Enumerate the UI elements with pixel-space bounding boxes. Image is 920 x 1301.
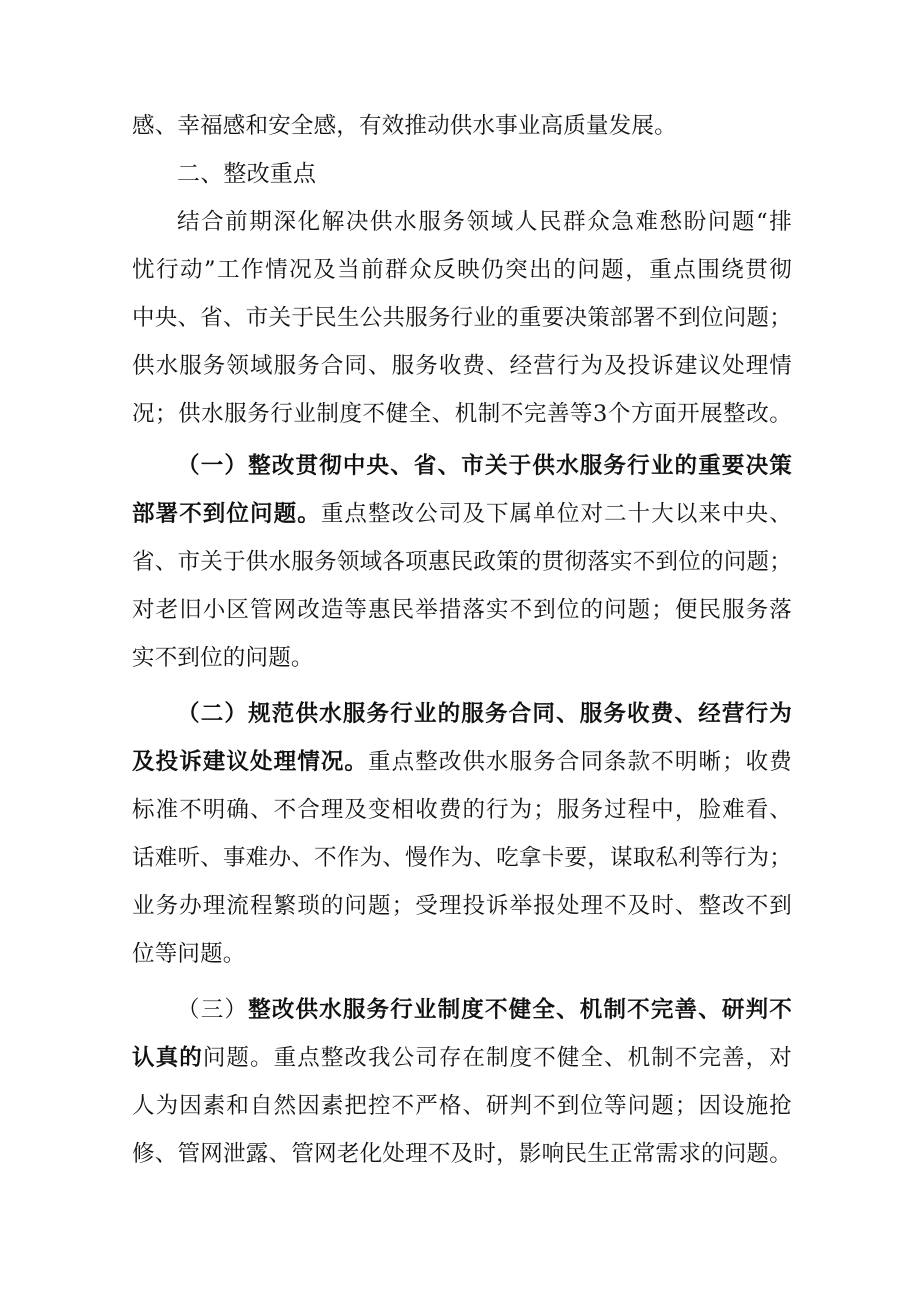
paragraph-line: 人为因素和自然因素把控不严格、研判不到位等问题；因设施抢 <box>132 1093 792 1119</box>
paragraph-line: 话难听、事难办、不作为、慢作为、吃拿卡要，谋取私利等行为； <box>132 845 792 871</box>
item-2-body-start: 重点整改供水服务合同条款不明晰；收费 <box>368 749 792 775</box>
item-2-heading-line: （二）规范供水服务行业的服务合同、服务收费、经营行为 <box>177 701 792 727</box>
paragraph-line: 况；供水服务行业制度不健全、机制不完善等3个方面开展整改。 <box>132 401 792 427</box>
document-page <box>132 102 792 1178</box>
paragraph-line: 业务办理流程繁琐的问题；受理投诉举报处理不及时、整改不到 <box>132 893 792 919</box>
paragraph-line: 位等问题。 <box>132 941 246 967</box>
intro-tail-line: 感、幸福感和安全感，有效推动供水事业高质量发展。 <box>132 113 677 139</box>
paragraph-line: 供水服务领域服务合同、服务收费、经营行为及投诉建议处理情 <box>132 353 792 379</box>
item-1-heading-line: （一）整改贯彻中央、省、市关于供水服务行业的重要决策 <box>177 453 792 479</box>
item-3-number: （三） <box>177 997 249 1023</box>
paragraph-line <box>132 1034 792 1082</box>
item-3-body-start: 问题。重点整改我公司存在制度不健全、机制不完善，对 <box>202 1045 792 1071</box>
paragraph-line <box>132 490 792 538</box>
item-3-paragraph <box>132 986 792 1178</box>
paragraph-line: 省、市关于供水服务领域各项惠民政策的贯彻落实不到位的问题； <box>132 549 792 575</box>
paragraph-line <box>132 738 792 786</box>
item-2-heading-tail: 及投诉建议处理情况。 <box>132 749 369 775</box>
item-3-heading-tail: 认真的 <box>132 1045 203 1071</box>
item-2-paragraph <box>132 690 792 978</box>
paragraph-line: 忧行动”工作情况及当前群众反映仍突出的问题，重点围绕贯彻 <box>132 257 792 283</box>
item-1-heading-tail: 部署不到位问题。 <box>132 501 321 527</box>
paragraph-line: 标准不明确、不合理及变相收费的行为；服务过程中，脸难看、 <box>132 797 792 823</box>
item-1-body-start: 重点整改公司及下属单位对二十大以来中央、 <box>320 501 792 527</box>
item-3-heading: 整改供水服务行业制度不健全、机制不完善、研判不 <box>248 997 792 1023</box>
paragraph-line: 修、管网泄露、管网老化处理不及时，影响民生正常需求的问题。 <box>132 1141 792 1167</box>
item-1-paragraph <box>132 442 792 682</box>
paragraph-line: 中央、省、市关于民生公共服务行业的重要决策部署不到位问题； <box>132 305 792 331</box>
section-2-title: 二、整改重点 <box>177 161 317 187</box>
paragraph-line: 实不到位的问题。 <box>132 645 314 671</box>
item-3-heading-line <box>132 986 792 1034</box>
paragraph-line: 对老旧小区管网改造等惠民举措落实不到位的问题；便民服务落 <box>132 597 792 623</box>
section-2-paragraph <box>132 198 792 438</box>
paragraph-line: 结合前期深化解决供水服务领域人民群众急难愁盼问题“排 <box>177 209 792 235</box>
